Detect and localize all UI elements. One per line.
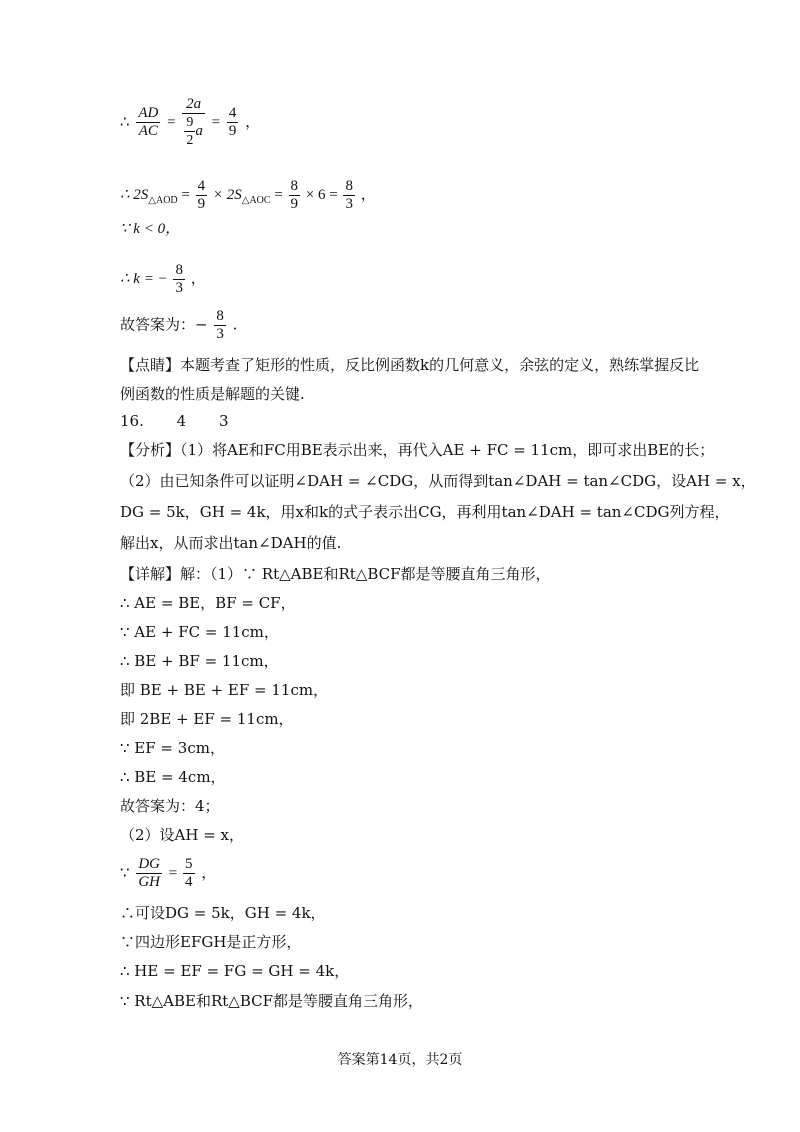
equals: = — [211, 114, 221, 131]
equals: = — [167, 114, 176, 131]
answer-1: 4 — [176, 412, 187, 430]
denominator — [182, 114, 205, 149]
numerator: 8 — [216, 308, 224, 324]
fraction-2a-over-9-2a — [182, 96, 205, 149]
equals: = — [177, 186, 194, 203]
fraction-9-2 — [184, 114, 195, 149]
solution-line-area — [120, 178, 376, 213]
numerator: 2a — [182, 96, 205, 114]
detail-line-10: ∵四边形EFGH是正方形， — [120, 933, 302, 951]
expr-part: ∴ k = − — [120, 270, 168, 287]
denominator: 3 — [345, 196, 353, 212]
detail-answer-1: 故答案为：4； — [120, 797, 220, 815]
numerator: 4 — [197, 178, 206, 194]
denominator: 2 — [186, 133, 194, 148]
detail-line-9: ∴可设DG = 5k，GH = 4k， — [120, 904, 326, 922]
comment-line-2: 例函数的性质是解题的关键. — [120, 385, 305, 403]
numerator: DG — [138, 856, 160, 872]
fraction-5-4 — [183, 856, 195, 891]
solution-line-k-value — [120, 262, 206, 297]
denominator: 4 — [185, 874, 193, 890]
detail-line-3: ∵ AE + FC = 11cm， — [120, 623, 279, 641]
fraction-4-9 — [227, 105, 239, 140]
numerator: 8 — [345, 178, 353, 194]
comma: ， — [190, 270, 206, 287]
detail-line-11: ∴ HE = EF = FG = GH = 4k， — [120, 962, 350, 980]
fraction-8-3 — [214, 308, 226, 343]
denominator: AC — [138, 123, 158, 139]
detail-line-1: 【详解】解：（1）∵ Rt△ABE和Rt△BCF都是等腰直角三角形， — [120, 565, 551, 583]
because-symbol: ∵ — [120, 863, 130, 882]
therefore-symbol: ∴ — [120, 112, 130, 131]
numerator: 4 — [228, 105, 237, 121]
analysis-line-2: （2）由已知条件可以证明∠DAH = ∠CDG，从而得到tan∠DAH = tan∠CDG，设AH = x， — [120, 472, 756, 490]
numerator: 8 — [175, 262, 183, 278]
detail-line-ratio — [120, 856, 216, 891]
denominator: 9 — [228, 123, 237, 139]
fraction-8-3 — [173, 262, 185, 297]
detail-line-2: ∴ AE = BE，BF = CF， — [120, 594, 296, 612]
question-16-answers — [120, 412, 229, 430]
denominator: 9 — [197, 196, 206, 212]
answer-2: 3 — [218, 412, 229, 430]
detail-line-7: ∵ EF = 3cm， — [120, 739, 225, 757]
period: . — [232, 315, 238, 334]
question-number: 16. — [120, 412, 144, 430]
analysis-line-4: 解出x，从而求出tan∠DAH的值. — [120, 534, 342, 552]
denominator: GH — [138, 874, 160, 890]
variable-a: a — [195, 122, 203, 139]
page-footer: 答案第14页，共2页 — [337, 1052, 463, 1068]
analysis-line-3: DG = 5k，GH = 4k，用x和k的式子表示出CG，再利用tan∠DAH = tan∠CDG列方程， — [120, 503, 730, 521]
expr-part: ∴ 2S — [120, 186, 149, 203]
numerator: 8 — [290, 178, 299, 194]
fraction-ad-ac — [136, 105, 160, 140]
equals: = — [168, 865, 181, 882]
detail-line-5: 即 BE + BE + EF = 11cm， — [120, 681, 329, 699]
fraction-dg-gh — [136, 856, 162, 891]
solution-line-ratio — [120, 96, 260, 149]
subscript: △AOD — [148, 194, 178, 206]
denominator: 3 — [175, 280, 183, 296]
comment-line-1: 【点睛】本题考查了矩形的性质，反比例函数k的几何意义，余弦的定义，熟练掌握反比 — [120, 356, 700, 374]
detail-line-6: 即 2BE + EF = 11cm， — [120, 710, 294, 728]
comma: ， — [245, 112, 261, 131]
detail-line-8: ∴ BE = 4cm， — [120, 768, 226, 786]
analysis-line-1: 【分析】（1）将AE和FC用BE表示出来，再代入AE + FC = 11cm，即可求出BE的长； — [120, 441, 715, 459]
equals: = — [270, 186, 287, 203]
solution-line-k-negative: ∵ k < 0， — [120, 221, 181, 237]
detail-line-12: ∵ Rt△ABE和Rt△BCF都是等腰直角三角形， — [120, 992, 424, 1010]
numerator: AD — [138, 105, 159, 121]
fraction-8-3 — [343, 178, 355, 213]
numerator: 5 — [185, 856, 193, 872]
denominator: 3 — [216, 326, 224, 342]
expr-part: × 6 = — [305, 186, 338, 203]
comma: ， — [360, 186, 376, 203]
numerator: 9 — [186, 115, 194, 130]
comma: ， — [201, 863, 217, 882]
detail-line-4: ∴ BE + BF = 11cm， — [120, 652, 279, 670]
detail-line-part-2: （2）设AH = x， — [120, 826, 245, 844]
expr-part: × 2S — [212, 186, 242, 203]
denominator: 9 — [290, 196, 299, 212]
fraction-4-9 — [196, 178, 208, 213]
fraction-8-9 — [289, 178, 301, 213]
subscript: △AOC — [241, 194, 271, 206]
answer-label: 故答案为：− — [120, 315, 208, 334]
answer-line — [120, 308, 237, 343]
